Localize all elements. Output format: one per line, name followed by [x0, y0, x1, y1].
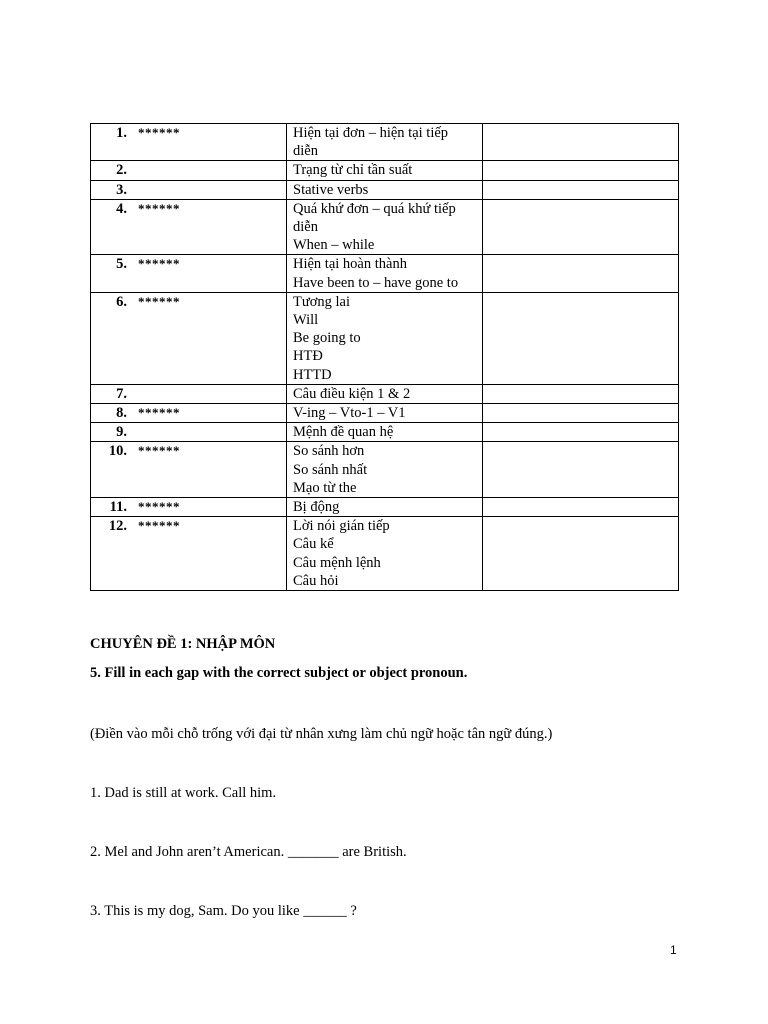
section-title: CHUYÊN ĐỀ 1: NHẬP MÔN	[90, 636, 276, 652]
topic-line: Be going to	[293, 330, 361, 347]
table-row	[91, 384, 679, 403]
topic-cell	[287, 404, 483, 423]
row-number-cell	[91, 199, 287, 255]
row-number: 4.	[116, 200, 127, 217]
topic-line: Have been to – have gone to	[293, 274, 459, 291]
exercise-title: 5. Fill in each gap with the correct subject or object pronoun.	[90, 665, 468, 681]
topics-table	[90, 123, 679, 591]
topic-cell	[287, 498, 483, 517]
topic-line: Mạo từ the	[293, 479, 357, 496]
row-number-cell	[91, 404, 287, 423]
exercise-item-3: 3. This is my dog, Sam. Do you like ______ ?	[90, 903, 357, 919]
row-stars: ******	[138, 518, 180, 534]
topic-line: V-ing – Vto-1 – V1	[293, 405, 406, 422]
topic-cell	[287, 124, 483, 161]
row-number: 9.	[116, 424, 127, 441]
topic-line: Câu hỏi	[293, 572, 339, 589]
row-number-cell	[91, 292, 287, 384]
empty-cell	[483, 404, 679, 423]
row-stars: ******	[138, 256, 180, 272]
topic-cell	[287, 517, 483, 591]
topic-line: HTĐ	[293, 348, 323, 365]
row-stars: ******	[138, 293, 180, 309]
topic-line: Will	[293, 312, 319, 329]
topic-line: So sánh nhất	[293, 461, 368, 478]
row-stars: ******	[138, 125, 180, 140]
topic-line: Quá khứ đơn – quá khứ tiếp	[293, 200, 456, 217]
empty-cell	[483, 423, 679, 442]
row-number: 11.	[109, 499, 127, 516]
empty-cell	[483, 442, 679, 498]
table-row	[91, 517, 679, 591]
row-number: 3.	[116, 181, 127, 198]
topics-table-body	[91, 124, 679, 591]
row-number-cell	[91, 124, 287, 161]
row-stars: ******	[138, 405, 180, 421]
table-row	[91, 161, 679, 180]
empty-cell	[483, 384, 679, 403]
topic-line: Lời nói gián tiếp	[293, 518, 390, 535]
row-number: 10.	[108, 443, 127, 460]
topic-line: Câu điều kiện 1 & 2	[293, 385, 411, 402]
row-stars: ******	[138, 200, 180, 216]
topic-line: Bị động	[293, 499, 340, 516]
empty-cell	[483, 124, 679, 161]
topic-cell	[287, 442, 483, 498]
row-number: 12.	[108, 518, 127, 535]
topic-cell	[287, 423, 483, 442]
page-number: 1	[670, 943, 677, 957]
topic-line: Hiện tại hoàn thành	[293, 256, 407, 273]
row-number: 6.	[116, 293, 127, 310]
empty-cell	[483, 517, 679, 591]
row-number: 8.	[116, 405, 127, 422]
topic-cell	[287, 180, 483, 199]
empty-cell	[483, 498, 679, 517]
topic-line: Stative verbs	[293, 181, 369, 198]
topic-line: HTTD	[293, 366, 332, 383]
table-row	[91, 442, 679, 498]
row-number-cell	[91, 517, 287, 591]
row-number-cell	[91, 255, 287, 292]
empty-cell	[483, 161, 679, 180]
table-row	[91, 498, 679, 517]
row-number: 1.	[116, 125, 127, 141]
row-number-cell	[91, 161, 287, 180]
row-number-cell	[91, 423, 287, 442]
topic-line: Câu mệnh lệnh	[293, 554, 381, 571]
table-row	[91, 292, 679, 384]
row-stars: ******	[138, 443, 180, 459]
topic-cell	[287, 384, 483, 403]
exercise-item-1: 1. Dad is still at work. Call him.	[90, 785, 277, 801]
empty-cell	[483, 180, 679, 199]
empty-cell	[483, 199, 679, 255]
table-row	[91, 423, 679, 442]
row-stars: ******	[138, 499, 180, 515]
table-row	[91, 124, 679, 161]
topic-line: So sánh hơn	[293, 443, 365, 460]
empty-cell	[483, 292, 679, 384]
row-number: 7.	[116, 385, 127, 402]
row-number: 2.	[116, 162, 127, 179]
table-row	[91, 199, 679, 255]
exercise-item-2: 2. Mel and John aren’t American. _______ are British.	[90, 844, 407, 860]
row-number: 5.	[116, 256, 127, 273]
table-row	[91, 180, 679, 199]
topic-line: Tương lai	[293, 293, 351, 310]
topic-line: When – while	[293, 237, 375, 254]
topic-cell	[287, 255, 483, 292]
topic-line: Câu kể	[293, 536, 334, 553]
topic-line: diễn	[293, 219, 318, 236]
table-row	[91, 404, 679, 423]
topic-line: diễn	[293, 143, 318, 160]
row-number-cell	[91, 180, 287, 199]
topic-cell	[287, 292, 483, 384]
topic-line: Hiện tại đơn – hiện tại tiếp	[293, 125, 449, 141]
exercise-instruction: (Điền vào mỗi chỗ trống với đại từ nhân xưng làm chủ ngữ hoặc tân ngữ đúng.)	[90, 726, 553, 742]
row-number-cell	[91, 442, 287, 498]
row-number-cell	[91, 498, 287, 517]
empty-cell	[483, 255, 679, 292]
table-row	[91, 255, 679, 292]
topic-line: Mệnh đề quan hệ	[293, 424, 394, 441]
topic-cell	[287, 161, 483, 180]
topic-line: Trạng từ chỉ tần suất	[293, 162, 413, 179]
topic-cell	[287, 199, 483, 255]
row-number-cell	[91, 384, 287, 403]
